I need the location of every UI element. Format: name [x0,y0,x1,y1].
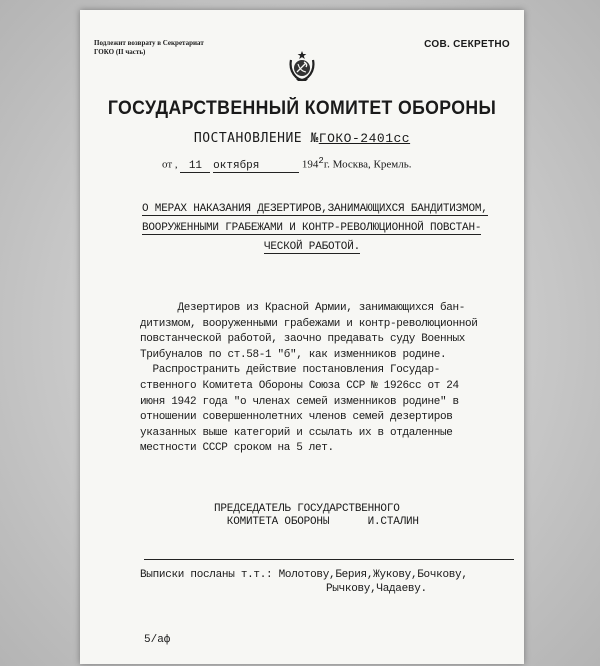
decree-label: ПОСТАНОВЛЕНИЕ № [193,131,319,146]
dateline [162,156,411,173]
divider-line [144,559,514,560]
dateline-day-mark: , [174,158,178,171]
body-line: повстанческой работой, заочно предавать суду Военных [140,333,466,346]
dateline-month: октября [213,160,299,173]
distribution-list [140,568,468,596]
body-line: указанных выше категорий и ссылать их в отдаленные [140,426,453,439]
body-line: Дезертиров из Красной Армии, занимающихся бан- [140,302,466,314]
distribution-line: Выписки посланы т.т.: Молотову,Берия,Жукову,Бочкову, [140,569,468,581]
body-line: дитизмом, вооруженными грабежами и контр-революционной [140,317,478,330]
body-line: местности СССР сроком на 5 лет. [140,442,334,455]
body-line: Трибуналов по ст.58-1 "б", как изменников родине. [140,348,447,361]
dateline-year-prefix: 194 [301,158,319,171]
dateline-year-digit: 2 [318,156,324,166]
ussr-coat-of-arms-icon [288,50,316,82]
dateline-day: 11 [180,160,210,173]
decree-number: ГОКО-2401сс [318,131,411,146]
signature-block [214,503,419,529]
body-line: июня 1942 года "о членах семей изменников родине" в [140,395,459,408]
return-note-line: Подлежит возврату в Секретариат [94,39,204,47]
committee-title: ГОСУДАРСТВЕННЫЙ КОМИТЕТ ОБОРОНЫ [107,98,497,119]
return-note [94,39,244,57]
document-page [80,10,524,664]
subject-line: ЧЕСКОЙ РАБОТОЙ. [263,241,361,253]
decree-heading [80,131,524,146]
signature-title: ПРЕДСЕДАТЕЛЬ ГОСУДАРСТВЕННОГО [214,503,400,515]
classification-stamp: СОВ. СЕКРЕТНО [424,39,510,50]
dateline-prefix: от [162,158,173,171]
decree-subject [142,200,488,257]
subject-line: О МЕРАХ НАКАЗАНИЯ ДЕЗЕРТИРОВ,ЗАНИМАЮЩИХСЯ БАНДИТИЗМОМ, [142,203,488,215]
reference-code: 5/аф [144,634,171,646]
signature-name: КОМИТЕТА ОБОРОНЫ И.СТАЛИН [214,516,419,528]
body-line: ственного Комитета Обороны Союза ССР № 1926сс от 24 [140,379,459,392]
distribution-line: Рычкову,Чадаеву. [326,583,427,595]
dateline-suffix: г. Москва, Кремль. [323,158,412,171]
decree-body [140,301,500,457]
body-line: отношении совершеннолетних членов семей дезертиров [140,411,453,424]
return-note-line: ГОКО (II часть) [94,48,146,56]
body-line: Распространить действие постановления Государ- [140,364,441,377]
subject-line: ВООРУЖЕННЫМИ ГРАБЕЖАМИ И КОНТР-РЕВОЛЮЦИОННОЙ ПОВСТАН- [142,222,482,234]
